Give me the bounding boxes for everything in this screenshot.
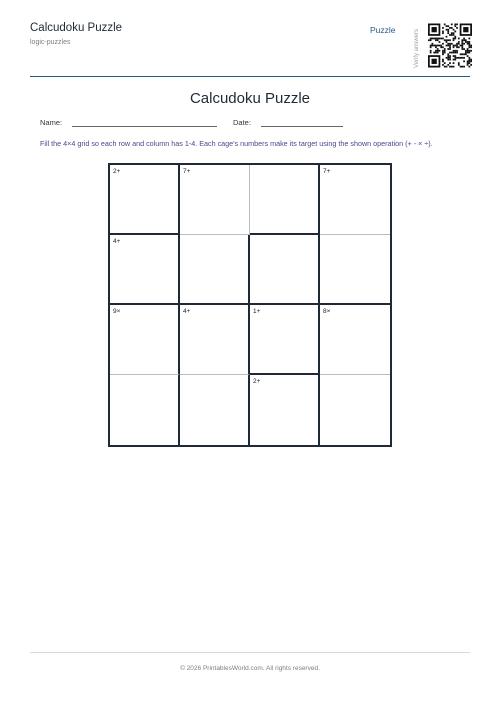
grid-cell[interactable]: [250, 235, 320, 305]
grid-cell[interactable]: [110, 305, 180, 375]
footer-copyright: © 2026 PrintablesWorld.com. All rights reserved.: [180, 665, 320, 672]
cage-clue: 4+: [113, 238, 121, 245]
grid-cell[interactable]: [110, 165, 180, 235]
grid-cell[interactable]: [320, 235, 390, 305]
header-title: Calcudoku Puzzle: [30, 22, 123, 34]
cage-clue: 8×: [323, 308, 331, 315]
grid-cell[interactable]: [110, 235, 180, 305]
grid-cell[interactable]: [250, 375, 320, 445]
cage-clue: 2+: [253, 378, 261, 385]
grid-cell[interactable]: [320, 305, 390, 375]
cage-clue: 7+: [183, 168, 191, 175]
grid-cell[interactable]: [110, 375, 180, 445]
cage-clue: 9×: [113, 308, 121, 315]
name-label: Name:: [40, 118, 63, 127]
header-divider: [30, 76, 470, 77]
puzzle-grid: [108, 163, 392, 447]
verify-answers-label: Verify answers: [414, 28, 420, 68]
grid-cell[interactable]: [320, 165, 390, 235]
grid-cell[interactable]: [180, 235, 250, 305]
grid-cell[interactable]: [320, 375, 390, 445]
name-field[interactable]: [72, 126, 217, 127]
grid-cell[interactable]: [180, 165, 250, 235]
cage-clue: 4+: [183, 308, 191, 315]
grid-cell[interactable]: [180, 375, 250, 445]
footer-divider: [30, 652, 470, 653]
cage-clue: 7+: [323, 168, 331, 175]
qr-code-icon[interactable]: [428, 17, 472, 74]
grid-cell[interactable]: [250, 165, 320, 235]
grid-cell[interactable]: [250, 305, 320, 375]
puzzle-type-label: Puzzle: [370, 25, 396, 35]
cage-clue: 1+: [253, 308, 261, 315]
grid-cell[interactable]: [180, 305, 250, 375]
date-field[interactable]: [261, 126, 343, 127]
page-title: Calcudoku Puzzle: [189, 90, 311, 107]
date-label: Date:: [233, 118, 251, 127]
header-subtitle: logic-puzzles: [30, 39, 71, 46]
instructions: Fill the 4×4 grid so each row and column has 1-4. Each cage's numbers make its target using the shown operation (+ - × ÷).: [40, 139, 433, 148]
cage-clue: 2+: [113, 168, 121, 175]
